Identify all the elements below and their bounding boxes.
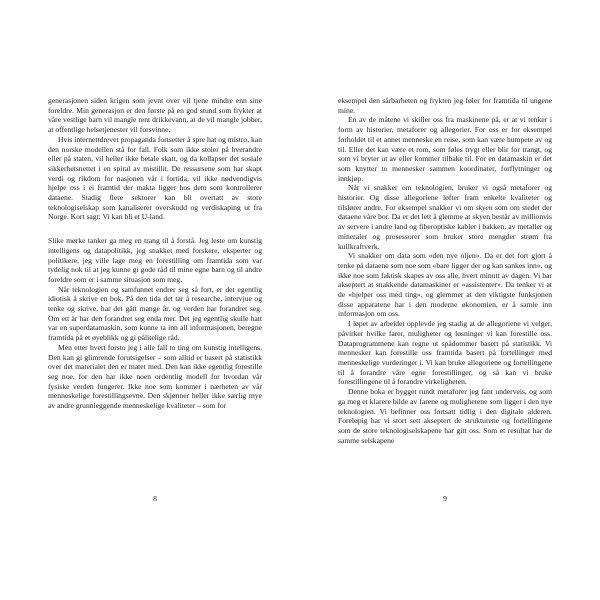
section-break	[48, 222, 262, 236]
paragraph: Hvis internettdrevet propaganda fortsetter å spre hat og mistro, kan den norske modellen stå for fall. Folk som ikke stoler på hverandre eller på staten, vil heller ikke betale skatt, og da kollapser det sosiale sikkerhetsnettet i en spiral av mistillit. De ressursene som har skapt verdi og rikdom for nasjonen vår i fortida, vil ikke nødvendigvis hjelpe oss i ei framtid der makta ligger hos dem som kontrollerer dataene. Stadig flere sektorer kan bli overtatt av store teknologiselskap som kanaliserer overskudd og verdiskaping ut fra Norge. Kort sagt: Vi kan bli et U-land.	[48, 134, 262, 222]
left-page-text	[48, 96, 262, 411]
page-number: 8	[153, 494, 157, 503]
paragraph: generasjonen siden krigen som jevnt over vil tjene mindre enn sine foreldre. Min generasjon er den første på en god stund som frykter at våre vestlige barn vil mangle rent drikkevann, at de vil mangle jobber, at offentlige helsetjenester vil forsvinne.	[48, 96, 262, 135]
paragraph: Men etter hvert forsto jeg i alle fall to ting om kunstig intelligens. Den kan gi glimrende forutsigelser – som alltid er basert på statistikk over det materialet den er matet med. Den kan ikke egentlig forestille seg noe, for den har ikke noen ordentlig modell for hvordan vår fysiske verden fungerer. Ikke noe som kommer i nærheten av vår menneskelige forestillingsevne. Den skjønner heller ikke særlig mye av andre grunnleggende menneskelige kvaliteter – som for	[48, 342, 262, 411]
right-page-text	[338, 96, 552, 445]
paragraph: eksempel den sårbarheten og frykten jeg føler for framtida til ungene mine.	[338, 96, 552, 115]
paragraph: I løpet av arbeidet opplevde jeg stadig at de allegoriene vi velger, påvirker hvilke farer, muligheter og løsninger vi kan forestille oss. Dataprogrammene kan regne ut spådommer basert på statistikk. Vi mennesker kan forestille oss framtida basert på fortellinger med menneskelige vurderinger i. Vi kan bruke allegoriene og fortellingene til å forandre våre egne forestillinger, og så kan vi bruke forestillingene til å forandre virkeligheten.	[338, 319, 552, 387]
paragraph-text: som om stedet der dataene våre bor. Da er det lett å glemme at skyen består av millionvis av servere i andre land og fiberoptiske kabler i bakken, av metaller og mineraler og prosessorer som bruker store mengder strøm fra kullkraftverk.	[338, 202, 552, 251]
paragraph: En av de måtene vi skiller oss fra maskinene på, er at vi tenker i form av historier, metaforer og allegorier. For oss er for eksempel forholdet til et annet menneske en reise, som kan være humpete av og til. Eller det kan være et rom, som føles trygt eller blir for trangt, og som vi bryter ut av eller kommer tilbake til. For en datamaskin er det som knytter to mennesker sammen koordinater, forflytninger og innkjøp.	[338, 115, 552, 183]
right-page	[300, 0, 600, 600]
paragraph: Denne boka er bygget rundt metaforer jeg fant underveis, og som ga meg et klarere bilde av farene og mulighetene som ligger i den nye teknologien. Vi befinner oss fortsatt tidlig i den digitale alderen. Foreløpig har vi stort sett akseptert de strukturene og fortellingene som de store teknologiselskapene har gitt oss. Som et resultat har de samme selskapene	[338, 387, 552, 445]
paragraph: Vi snakker om data som «den nye oljen». Da er det fort gjort å tenke på dataene som noe som «bare ligger der og kan sankes inn», og ikke noe som faktisk skapes av oss alle, hvert minutt av dagen. Vi har akseptert at snakkende datamaskiner er «assistenter». Da tenker vi at de «hjelper oss med ting», og glemmer at den viktigste funksjonen disse apparatene har i den moderne økonomien, er å samle inn informasjon om oss.	[338, 251, 552, 319]
italic-term: skyen	[475, 202, 493, 212]
paragraph: Slike mørke tanker ga meg en trang til å forstå. Jeg leste om kunstig intelligens og datapolitikk, jeg snakket med forskere, eksperter og politikere, jeg ville lage meg en forestilling om framtida som var tydelig nok til at jeg kunne gi gode råd til mine egne barn og til andre foreldre som er i samme situasjon som meg.	[48, 236, 262, 284]
page-number: 9	[443, 494, 447, 503]
paragraph: Når teknologien og samfunnet endrer seg så fort, er det egentlig idiotisk å skrive en bok. På den tida det tar å researche, intervjue og tenke og skrive, har det gått mange år, og verden har forandret seg. Om ett år har den forandret seg enda mer. Det jeg egentlig skulle hatt var en superdatamaskin, som kunne ta inn all informasjonen, beregne framtida på et øyeblikk og gi pålitelige råd.	[48, 284, 262, 343]
paragraph-text: Når vi snakker om teknologien, bruker vi også metaforer og historier. Og disse allegoriene løfter fram enkelte kvaliteter og tilslører andre. For eksempel snakker vi om	[338, 183, 552, 212]
paragraph	[338, 183, 552, 251]
